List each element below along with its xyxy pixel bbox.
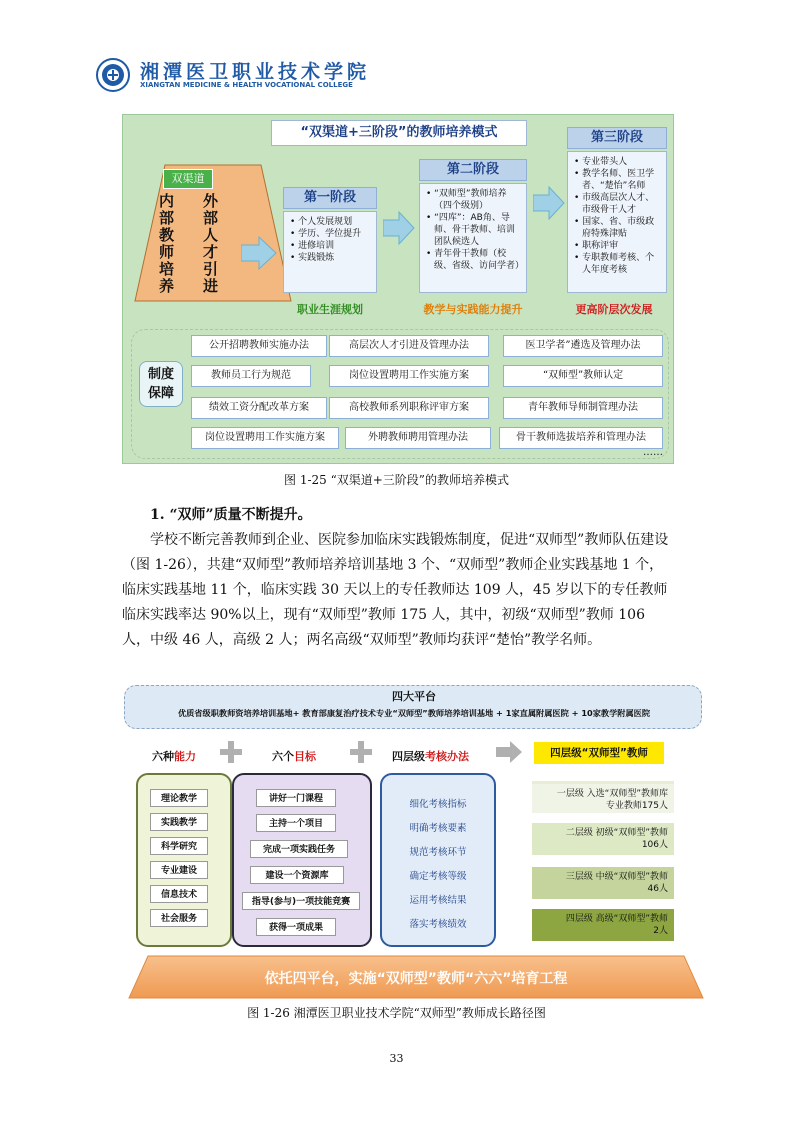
level-count: 专业教师175人 [605,801,668,811]
goal-item: 建设一个资源库 [250,866,344,884]
dual-channel-badge: 双渠道 [163,169,213,189]
school-logo-icon [96,58,130,92]
level3-box [532,867,674,899]
ability-item: 社会服务 [150,909,208,927]
rule-item: 医卫学者”遴选及管理办法 [503,335,663,357]
plus-icon [350,741,372,763]
rule-item: 公开招聘教师实施办法 [191,335,327,357]
level-count: 46人 [647,884,668,894]
stage2-items [419,183,527,293]
stage1-items [283,211,377,293]
list-item: • 学历、学位提升 [290,228,372,240]
figure2-caption: 图 1-26 湘潭医卫职业技术学院“双师型”教师成长路径图 [247,1006,546,1020]
heading-prefix: 四层级 [392,750,425,763]
rule-item: 绩效工资分配改革方案 [191,397,327,419]
stage1-label: 职业生涯规划 [297,303,363,316]
rule-item: 骨干教师选拔培养和管理办法 [499,427,663,449]
base-text: 依托四平台，实施“双师型”教师“六六”培育工程 [264,971,568,987]
level-count: 106人 [641,840,668,850]
arrow-right-icon [496,741,522,763]
level1-box [532,781,674,813]
heading-prefix: 六种 [152,750,174,763]
heading-keyword: 目标 [294,750,316,763]
platform-text: 优质省级职教师资培养培训基地+ 教育部康复治疗技术专业“双师型”教师培养培训基地 + 1家直属附属医院 + 10家教学附属医院 [177,708,651,718]
list-item: • 青年骨干教师（校级、省级、访问学者） [426,248,522,272]
exam-item: 规范考核环节 [409,847,467,858]
system-guarantee-label: 制度保障 [139,361,183,407]
figure1-title: “双渠道+三阶段”的教师培养模式 [271,120,527,146]
teacher-training-model-figure [122,114,674,464]
heading-prefix: 六个 [272,750,294,763]
ability-item: 科学研究 [150,837,208,855]
school-name-cn: 湘潭医卫职业技术学院 [140,61,371,83]
list-item: • “四库”：AB角、导师、骨干教师、培训团队候选人 [426,212,522,248]
page-number: 33 [389,1052,404,1065]
list-item: • 个人发展规划 [290,216,372,228]
arrow-right-icon [241,235,277,271]
arrow-right-icon [383,210,415,246]
rule-item: 岗位设置聘用工作实施方案 [191,427,339,449]
exam-item: 落实考核绩效 [409,919,467,930]
stage3-items [567,151,667,293]
goal-item: 指导(参与)一项技能竞赛 [242,892,360,910]
list-item: • “双师型”教师培养（四个级别） [426,188,522,212]
level-count: 2人 [653,926,668,936]
level4-box [532,909,674,941]
six-abilities-heading [152,748,196,764]
four-level-exam-heading [392,748,469,764]
stage3-label: 更高阶层次发展 [575,303,653,316]
list-item: • 国家、省、市级政府特殊津贴 [574,216,662,240]
figure1-caption: 图 1-25 “双渠道+三阶段”的教师培养模式 [284,473,509,487]
rule-item: 岗位设置聘用工作实施方案 [329,365,489,387]
level-text: 一层级 入选“双师型”教师库 [556,789,668,799]
rule-item: 高层次人才引进及管理办法 [329,335,489,357]
list-item: • 职称评审 [574,240,662,252]
level-text: 三层级 中级“双师型”教师 [565,872,668,882]
rule-item: 教师员工行为规范 [191,365,311,387]
ability-item: 实践教学 [150,813,208,831]
goal-item: 讲好一门课程 [256,789,336,807]
level-text: 四层级 高级“双师型”教师 [565,914,668,924]
ellipsis: …… [643,447,663,458]
stage2-heading: 第二阶段 [419,159,527,181]
level2-box [532,823,674,855]
platform-title: 四大平台 [392,690,436,703]
ability-item: 专业建设 [150,861,208,879]
exam-item: 明确考核要素 [409,823,467,834]
stage1-heading: 第一阶段 [283,187,377,209]
six-goals-heading [272,748,316,764]
ability-item: 信息技术 [150,885,208,903]
list-item: • 教学名师、医卫学者、“楚怡”名师 [574,168,662,192]
external-talent-label: 外部人才引进 [203,192,219,295]
rule-item: 高校教师系列职称评审方案 [329,397,489,419]
arrow-right-icon [533,185,565,221]
four-level-teacher-heading: 四层级“双师型”教师 [534,742,664,764]
exam-item: 细化考核指标 [409,799,467,810]
ability-item: 理论教学 [150,789,208,807]
rule-item: 外聘教师聘用管理办法 [345,427,491,449]
rule-item: 青年教师导师制管理办法 [503,397,663,419]
heading-keyword: 考核办法 [425,750,469,763]
list-item: • 专职教师考核、个人年度考核 [574,252,662,276]
exam-list [380,793,496,937]
section-heading: 1. “双师”质量不断提升。 [150,507,312,523]
stage2-label: 教学与实践能力提升 [423,303,523,316]
rule-item: “双师型”教师认定 [503,365,663,387]
exam-item: 运用考核结果 [409,895,467,906]
list-item: • 市级高层次人才、市级骨干人才 [574,192,662,216]
list-item: • 实践锻炼 [290,252,372,264]
double-qualified-teacher-growth-figure [122,685,712,1000]
level-text: 二层级 初级“双师型”教师 [565,828,668,838]
exam-item: 确定考核等级 [409,871,467,882]
school-name-en: XIANGTAN MEDICINE & HEALTH VOCATIONAL COLLEGE [140,81,353,89]
plus-icon [220,741,242,763]
section-paragraph: 学校不断完善教师到企业、医院参加临床实践锻炼制度，促进“双师型”教师队伍建设（图 1-26），共建“双师型”教师培养培训基地 3 个、“双师型”教师企业实践基地 1 个，临床实践基地 11 个，临床实践 30 天以上的专任教师达 109 人，45 岁以下的专任教师临床实践率达 90%以上，现有“双师型”教师 175 人，其中，初级“双师型”教师 106 人，中级 46 人，高级 2 人；两名高级“双师型”教师均获评“楚怡”教学名师。 [122,532,669,648]
stage3-heading: 第三阶段 [567,127,667,149]
goal-item: 完成一项实践任务 [250,840,348,858]
goal-item: 主持一个项目 [256,814,336,832]
list-item: • 专业带头人 [574,156,662,168]
goal-item: 获得一项成果 [256,918,336,936]
heading-keyword: 能力 [174,750,196,763]
internal-training-label: 内部教师培养 [159,192,175,295]
list-item: • 进修培训 [290,240,372,252]
